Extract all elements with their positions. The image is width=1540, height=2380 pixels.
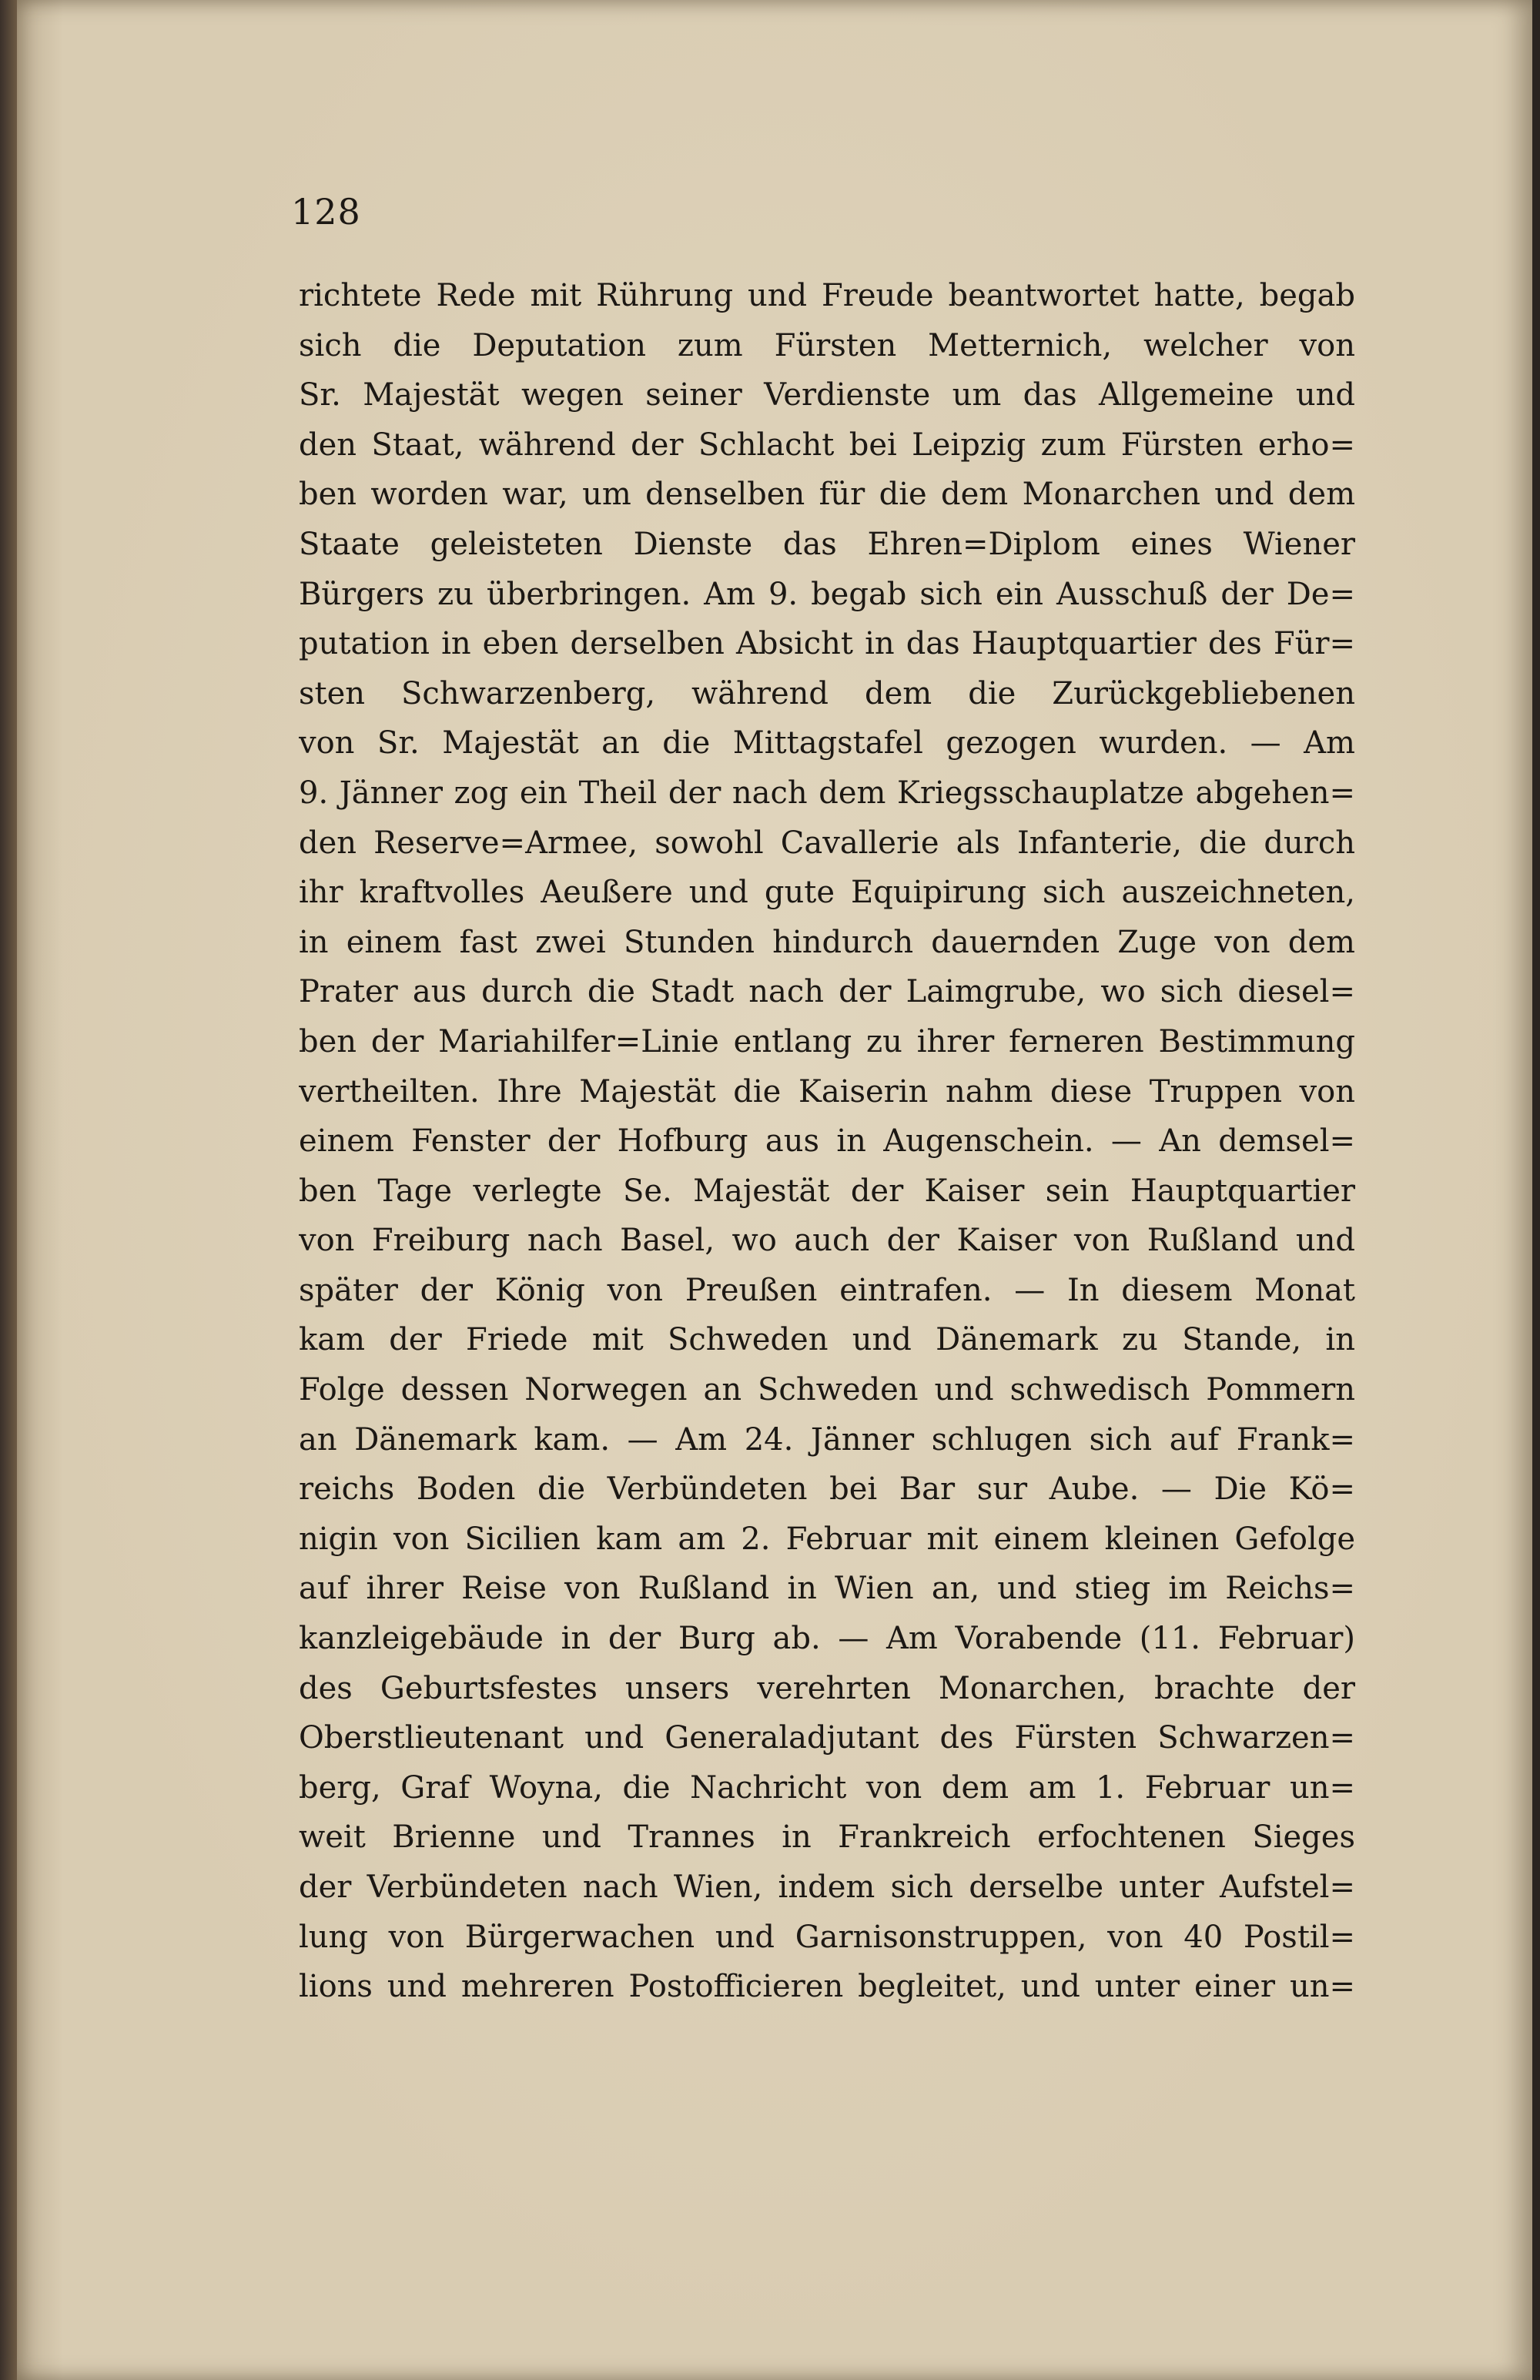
text-line: lung von Bürgerwachen und Garnisonstruppen, von 40 Postil=: [299, 1919, 1355, 1955]
text-line: Folge dessen Norwegen an Schweden und schwedisch Pommern: [299, 1372, 1355, 1408]
text-line: der Verbündeten nach Wien, indem sich derselbe unter Aufstel=: [299, 1870, 1355, 1905]
text-line: 9. Jänner zog ein Theil der nach dem Kriegsschauplatze abgehen=: [299, 775, 1355, 811]
text-line: vertheilten. Ihre Majestät die Kaiserin nahm diese Truppen von: [299, 1073, 1355, 1110]
text-line: des Geburtsfestes unsers verehrten Monarchen, brachte der: [299, 1670, 1355, 1706]
text-line: den Reserve=Armee, sowohl Cavallerie als Infanterie, die durch: [299, 825, 1355, 861]
text-line: von Sr. Majestät an die Mittagstafel gezogen wurden. — Am: [299, 725, 1355, 762]
text-line: weit Brienne und Trannes in Frankreich erfochtenen Sieges: [299, 1819, 1355, 1856]
text-line: später der König von Preußen eintrafen. — In diesem Monat: [299, 1272, 1355, 1308]
text-line: von Freiburg nach Basel, wo auch der Kaiser von Rußland und: [299, 1223, 1355, 1259]
text-line: ben der Mariahilfer=Linie entlang zu ihrer ferneren Bestimmung: [299, 1023, 1355, 1059]
text-line: sich die Deputation zum Fürsten Metternich, welcher von: [299, 327, 1355, 363]
book-spine-shadow: [0, 0, 17, 2380]
text-line: kanzleigebäude in der Burg ab. — Am Vorabende (11. Februar): [299, 1621, 1355, 1657]
text-line: einem Fenster der Hofburg aus in Augenschein. — An demsel=: [299, 1123, 1355, 1160]
text-line: in einem fast zwei Stunden hindurch dauernden Zuge von dem: [299, 924, 1355, 960]
text-line: sten Schwarzenberg, während dem die Zurückgebliebenen: [299, 675, 1355, 711]
text-line: Sr. Majestät wegen seiner Verdienste um das Allgemeine und: [299, 377, 1355, 413]
book-page: [17, 0, 1532, 2380]
page-edge-shadow: [1532, 0, 1540, 2380]
body-text: [299, 271, 1355, 2012]
text-line: reichs Boden die Verbündeten bei Bar sur Aube. — Die Kö=: [299, 1471, 1355, 1508]
text-line: Oberstlieutenant und Generaladjutant des Fürsten Schwarzen=: [299, 1720, 1355, 1756]
text-line: den Staat, während der Schlacht bei Leipzig zum Fürsten erho=: [299, 427, 1355, 463]
text-line: ben Tage verlegte Se. Majestät der Kaiser sein Hauptquartier: [299, 1173, 1355, 1209]
text-line: Prater aus durch die Stadt nach der Laimgrube, wo sich diesel=: [299, 974, 1355, 1010]
text-line: berg, Graf Woyna, die Nachricht von dem am 1. Februar un=: [299, 1769, 1355, 1806]
text-line: an Dänemark kam. — Am 24. Jänner schlugen sich auf Frank=: [299, 1421, 1355, 1458]
text-line: auf ihrer Reise von Rußland in Wien an, und stieg im Reichs=: [299, 1571, 1355, 1607]
text-line: richtete Rede mit Rührung und Freude beantwortet hatte, begab: [299, 278, 1355, 313]
page-number: 128: [291, 191, 361, 233]
text-line: ihr kraftvolles Aeußere und gute Equipirung sich auszeichneten,: [299, 875, 1355, 911]
text-line: ben worden war, um denselben für die dem Monarchen und dem: [299, 477, 1355, 513]
text-line: lions und mehreren Postofficieren begleitet, und unter einer un=: [299, 1969, 1355, 2005]
text-line: kam der Friede mit Schweden und Dänemark zu Stande, in: [299, 1322, 1355, 1358]
text-line: nigin von Sicilien kam am 2. Februar mit einem kleinen Gefolge: [299, 1521, 1355, 1557]
text-line: Staate geleisteten Dienste das Ehren=Diplom eines Wiener: [299, 526, 1355, 562]
text-line: Bürgers zu überbringen. Am 9. begab sich ein Ausschuß der De=: [299, 576, 1355, 612]
text-line: putation in eben derselben Absicht in das Hauptquartier des Für=: [299, 626, 1355, 662]
